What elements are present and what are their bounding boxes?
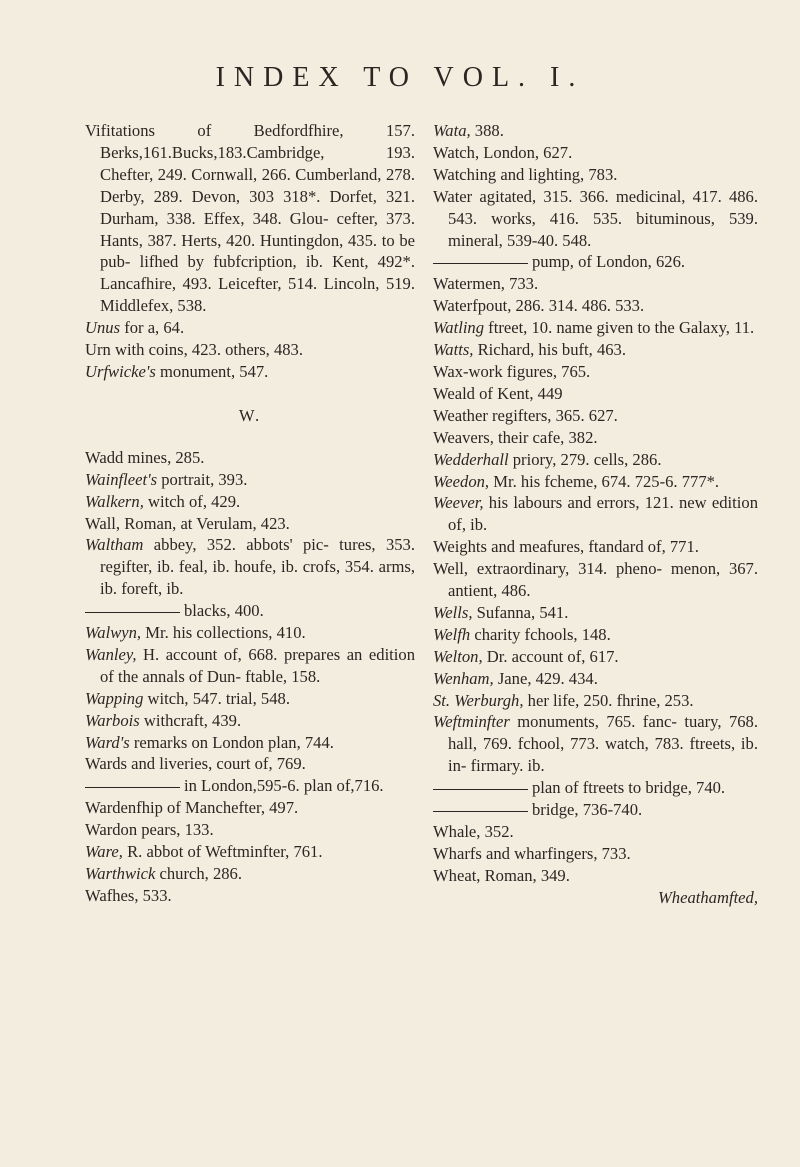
entry-text: for a, 64. [120, 318, 185, 338]
index-entry [85, 797, 415, 819]
index-entry [433, 339, 758, 361]
entry-text: pump, of London, 626. [532, 252, 686, 272]
entry-text: Richard, his buft, 463. [473, 340, 626, 360]
entry-text: Wardenfhip of Manchefter, 497. [85, 798, 299, 818]
entry-headword: Ware, [85, 842, 123, 862]
entry-headword: Walkern, [85, 491, 144, 511]
entries-u [85, 120, 415, 383]
index-entry [433, 405, 758, 427]
entry-headword: Wenham, [433, 668, 494, 688]
entry-text: charity fchools, 148. [470, 624, 611, 644]
index-entry [433, 273, 758, 295]
entry-text: blacks, 400. [184, 601, 264, 621]
index-entry [433, 186, 758, 252]
entry-text: Waterfpout, 286. 314. 486. 533. [433, 296, 645, 316]
entry-text: Dr. account of, 617. [482, 646, 619, 666]
index-entry [85, 885, 415, 907]
entry-text: plan of ftreets to bridge, 740. [532, 778, 726, 798]
entry-text: Weald of Kent, 449 [433, 383, 563, 403]
entry-text: bridge, 736-740. [532, 800, 643, 820]
index-entry [85, 600, 415, 622]
entries-right [433, 120, 758, 887]
index-entry [433, 558, 758, 602]
entry-text: monument, 547. [155, 361, 269, 381]
entry-text: abbey, 352. abbots' pic- tures, 353. regifter, ib. feal, ib. houfe, ib. crofs, 354. arms, ib. foreft, ib. [100, 535, 415, 599]
entry-text: ftreet, 10. name given to the Galaxy, 11. [484, 318, 755, 338]
entry-headword: Warthwick [85, 864, 156, 883]
entry-headword: Weftminfter [433, 712, 510, 732]
entry-headword: Walwyn, [85, 623, 142, 643]
index-entry [85, 753, 415, 775]
entry-headword: Wells, [433, 602, 473, 622]
index-entry [85, 120, 415, 317]
entry-headword: Wata, [433, 121, 471, 140]
index-entry [433, 317, 758, 339]
catchword: Wheathamfted, [657, 887, 758, 907]
entry-text: Weavers, their cafe, 382. [433, 427, 598, 447]
entry-text: withcraft, 439. [139, 710, 242, 730]
entries-w [85, 447, 415, 907]
index-entry [433, 536, 758, 558]
ditto-dash [85, 612, 180, 613]
index-entry [85, 688, 415, 710]
index-entry [433, 865, 758, 887]
index-entry [85, 732, 415, 754]
index-entry [85, 447, 415, 469]
index-entry [433, 492, 758, 536]
entry-text: Vifitations of Bedfordfhire, 157. Berks,161.Bucks,183.Cambridge, 193. Chefter, 249. Cornwall, 266. Cumberland, 278. Derby, 289. Devon, 303 318*. Dorfet, 321. Durham, 338. Effex, 348. Glou- cefter, 373. Hants, 387. Herts, 420. Huntingdon, 435. to be pub- lifhed by fubfcription, ib. Kent, 492*. Lancafhire, 493. Leicefter, 514. Lincoln, 519. Middlefex, 538. [85, 121, 415, 316]
entry-text: Watching and lighting, 783. [433, 164, 618, 184]
index-entry [85, 469, 415, 491]
index-entry [85, 361, 415, 383]
entry-headword: Unus [85, 318, 121, 338]
entry-headword: Wapping [85, 688, 144, 708]
ditto-dash [433, 263, 528, 264]
entry-headword: Urfwicke's [85, 361, 156, 381]
index-entry [85, 491, 415, 513]
index-entry [85, 819, 415, 841]
entry-text: Wafhes, 533. [85, 885, 172, 905]
entry-headword: Watts, [433, 340, 474, 360]
index-entry [433, 799, 758, 821]
entry-headword: Wedderhall [433, 449, 509, 469]
entry-text: 388. [470, 121, 504, 140]
entry-text: Weights and meafures, ftandard of, 771. [433, 537, 699, 557]
index-entry [433, 164, 758, 186]
entry-text: her life, 250. fhrine, 253. [523, 690, 694, 710]
index-entry [433, 449, 758, 471]
index-entry [433, 711, 758, 777]
entry-text: Wards and liveries, court of, 769. [85, 754, 306, 774]
index-entry [433, 821, 758, 843]
index-entry [433, 668, 758, 690]
entry-headword: Wanley, [85, 644, 137, 664]
entry-headword: Watling [433, 318, 485, 338]
index-entry [433, 624, 758, 646]
index-entry [85, 863, 415, 885]
entry-text: Wharfs and wharfingers, 733. [433, 843, 631, 863]
entry-headword: St. Werburgh, [433, 690, 524, 710]
index-entry [85, 710, 415, 732]
index-entry [433, 251, 758, 273]
entry-text: Weather regifters, 365. 627. [433, 405, 618, 425]
index-entry [433, 690, 758, 712]
ditto-dash [85, 787, 180, 788]
entry-headword: Welton, [433, 646, 483, 666]
page-header: INDEX TO VOL. I. [215, 62, 585, 93]
index-entry [433, 427, 758, 449]
entry-text: Watch, London, 627. [433, 142, 573, 162]
entry-text: Wheat, Roman, 349. [433, 865, 570, 885]
index-entry [85, 622, 415, 644]
entry-text: Urn with coins, 423. others, 483. [85, 340, 304, 360]
entry-text: Wall, Roman, at Verulam, 423. [85, 513, 290, 533]
entry-text: monuments, 765. fanc- tuary, 768. hall, 769. fchool, 773. watch, 783. ftreets, ib. in- firmary. ib. [448, 712, 758, 776]
entry-text: Wax-work figures, 765. [433, 361, 591, 381]
entry-headword: Weedon, [433, 471, 490, 491]
index-entry [433, 142, 758, 164]
index-entry [433, 295, 758, 317]
index-entry [433, 777, 758, 799]
entry-text: witch of, 429. [143, 491, 241, 511]
ditto-dash [433, 789, 528, 790]
entry-headword: Weever, [433, 493, 484, 513]
entry-text: portrait, 393. [157, 469, 248, 489]
index-entry [85, 513, 415, 535]
entry-text: R. abbot of Weftminfter, 761. [122, 842, 323, 862]
index-entry [433, 120, 758, 142]
entry-text: Watermen, 733. [433, 274, 539, 294]
index-entry [85, 775, 415, 797]
entry-text: church, 286. [155, 864, 243, 883]
index-entry [433, 383, 758, 405]
entry-headword: Ward's [85, 732, 130, 752]
index-entry [433, 602, 758, 624]
index-entry [85, 841, 415, 863]
entry-text: Jane, 429. 434. [493, 668, 598, 688]
entry-text: H. account of, 668. prepares an edition of the annals of Dun- ftable, 158. [100, 644, 415, 686]
section-letter-w: W. [238, 405, 262, 425]
entry-text: Wadd mines, 285. [85, 447, 205, 467]
entry-text: Sufanna, 541. [472, 602, 569, 622]
index-entry [433, 646, 758, 668]
entry-text: Whale, 352. [433, 822, 514, 841]
entry-text: Mr. his collections, 410. [141, 623, 306, 643]
entry-text: his labours and errors, 121. new edition of, ib. [448, 493, 758, 535]
entry-headword: Welfh [433, 624, 471, 644]
entry-text: Water agitated, 315. 366. medicinal, 417. 486. 543. works, 416. 535. bituminous, 539. mineral, 539-40. 548. [433, 186, 758, 250]
entry-text: Wardon pears, 133. [85, 820, 214, 840]
entry-headword: Wainfleet's [85, 469, 158, 489]
ditto-dash [433, 811, 528, 812]
entry-headword: Warbois [85, 710, 140, 730]
index-entry [433, 361, 758, 383]
entry-text: remarks on London plan, 744. [129, 732, 334, 752]
entry-text: Well, extraordinary, 314. pheno- menon, 367. antient, 486. [433, 559, 758, 601]
index-entry [85, 534, 415, 600]
entry-text: Mr. his fcheme, 674. 725-6. 777*. [489, 471, 720, 491]
index-entry [85, 644, 415, 688]
entry-text: in London,595-6. plan of,716. [184, 776, 384, 796]
right-column [433, 120, 758, 909]
entry-text: witch, 547. trial, 548. [143, 688, 290, 708]
index-entry [433, 843, 758, 865]
left-column [85, 120, 415, 907]
entry-headword: Waltham [85, 535, 144, 555]
entry-text: priory, 279. cells, 286. [508, 449, 662, 469]
index-entry [433, 471, 758, 493]
index-entry [85, 317, 415, 339]
index-entry [85, 339, 415, 361]
